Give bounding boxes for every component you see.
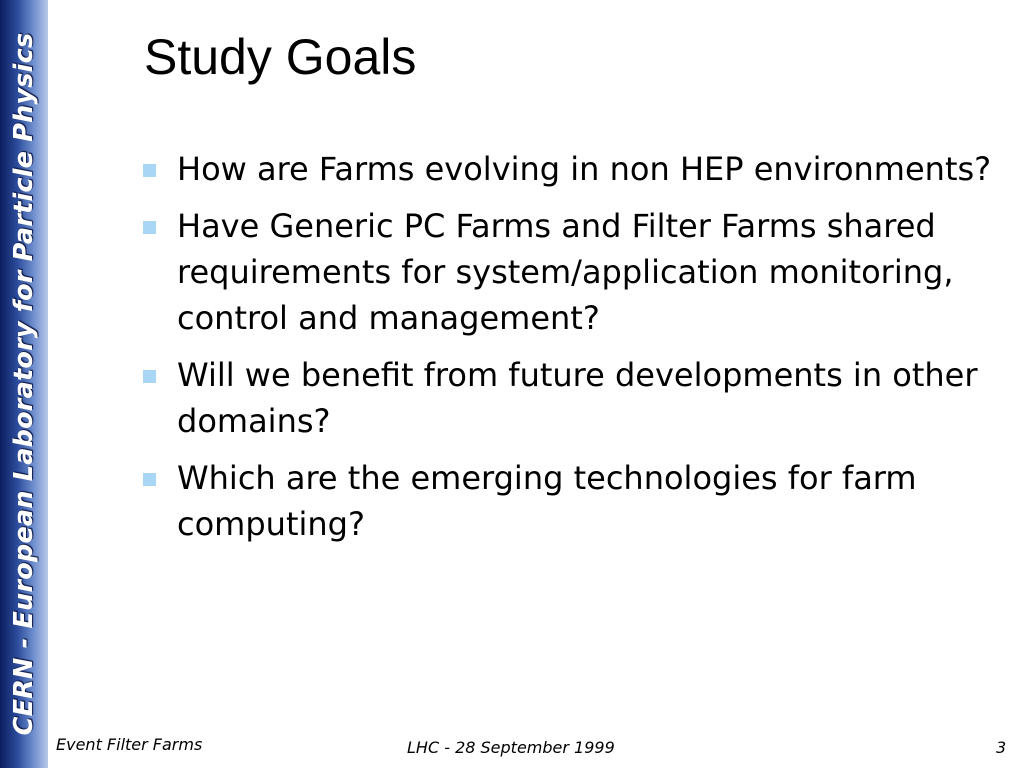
slide-title: Study Goals xyxy=(144,29,417,85)
footer-presentation-title: Event Filter Farms xyxy=(56,735,203,754)
page-number: 3 xyxy=(996,738,1007,757)
bullet-text: Will we benefit from future developments in other domains? xyxy=(177,356,978,440)
bullet-item xyxy=(140,203,1010,341)
square-bullet-icon xyxy=(143,164,156,177)
bullet-text: How are Farms evolving in non HEP environments? xyxy=(177,150,992,188)
bullet-text: Have Generic PC Farms and Filter Farms shared requirements for system/application monitoring, control and management? xyxy=(177,207,954,337)
bullet-item xyxy=(140,455,1010,547)
square-bullet-icon xyxy=(143,370,156,383)
square-bullet-icon xyxy=(143,221,156,234)
sidebar-banner xyxy=(0,0,48,768)
sidebar-vertical-text: CERN - European Laboratory for Particle Physics xyxy=(9,32,39,736)
bullet-text: Which are the emerging technologies for farm computing? xyxy=(177,459,917,543)
square-bullet-icon xyxy=(143,473,156,486)
bullet-item xyxy=(140,352,1010,444)
bullet-item xyxy=(140,146,1010,192)
footer-date: LHC - 28 September 1999 xyxy=(407,738,615,757)
bullet-list xyxy=(140,146,1010,558)
